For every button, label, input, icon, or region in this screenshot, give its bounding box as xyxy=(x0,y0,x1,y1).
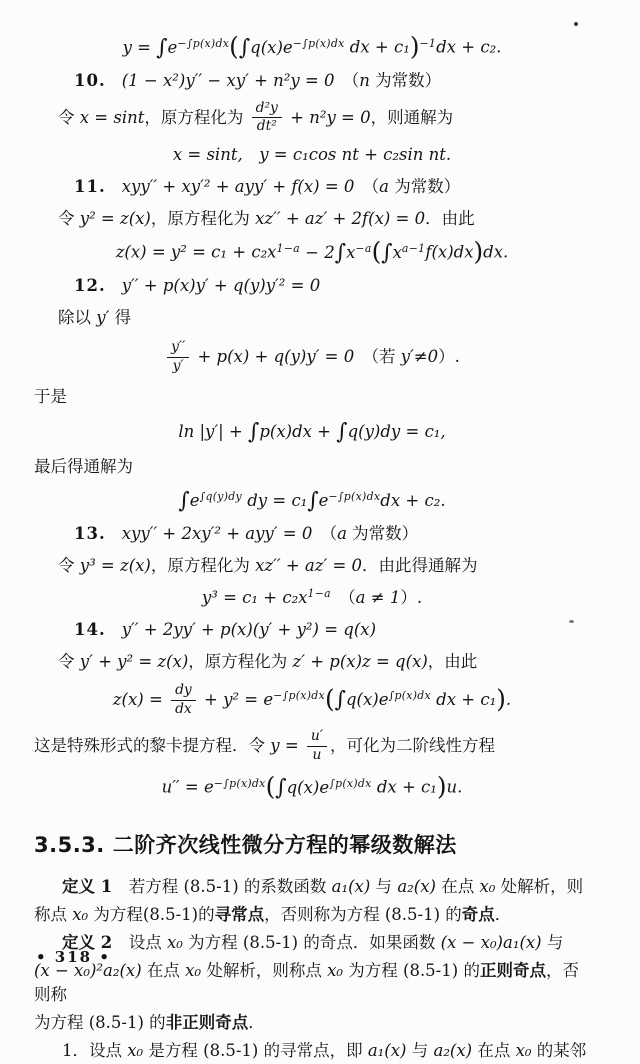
fraction xyxy=(167,340,189,375)
text-segment: 为方程 (8.5-1) 的 xyxy=(343,960,480,980)
text-segment: 二阶齐次线性微分方程的幂级数解法 xyxy=(112,832,457,857)
math-segment: dy = c₁∫e xyxy=(242,489,329,515)
text-segment: 在点 xyxy=(472,1040,516,1060)
bold-term: 定义 1 xyxy=(62,877,113,897)
math-segment: x₀ xyxy=(166,932,183,952)
text-segment: 这是特殊形式的黎卡提方程．令 xyxy=(34,736,271,756)
paragraph-line xyxy=(34,931,590,956)
text-segment: （ xyxy=(334,70,360,90)
fraction xyxy=(171,683,196,718)
superscript: 1−a xyxy=(307,587,331,601)
text-segment: ． xyxy=(248,1013,265,1033)
math-segment: f(x)dx xyxy=(425,242,474,262)
substitution-line xyxy=(34,650,590,675)
text-segment: ）. xyxy=(400,588,423,608)
text-segment: 为常数） xyxy=(389,176,461,196)
text-segment: 与 xyxy=(541,932,564,952)
fraction-numerator: y′′ xyxy=(167,340,189,358)
numbered-item-line xyxy=(34,274,590,299)
integral-sign: ∫ xyxy=(381,240,393,266)
text-segment: ，则通解为 xyxy=(370,107,454,127)
text-line xyxy=(34,729,590,764)
text-segment: ）. xyxy=(438,346,460,366)
item-number: 14. xyxy=(74,619,106,639)
math-segment: a₂(x) xyxy=(433,1040,473,1060)
math-segment: z(x) = y² = c₁ + c₂x xyxy=(115,242,277,262)
paragraph-line xyxy=(34,875,590,900)
formula-line xyxy=(34,32,590,61)
big-paren: ) xyxy=(436,772,447,802)
text-segment: 1．设点 xyxy=(62,1040,128,1060)
numbered-item-line xyxy=(34,69,590,94)
numbered-item-line xyxy=(34,618,590,643)
integral-sign: ∫ xyxy=(156,35,168,61)
text-segment: 在点 xyxy=(435,877,480,897)
math-segment: y′≠0 xyxy=(400,346,439,366)
item-number: 10. xyxy=(74,70,106,90)
math-segment: y′ xyxy=(96,307,110,327)
integral-sign: ∫ xyxy=(334,240,347,266)
math-segment: + n²y = 0 xyxy=(284,107,371,127)
heading-number: 3.5.3. xyxy=(34,832,105,857)
text-segment: 处解析，则称点 xyxy=(201,960,328,980)
text-segment: 为常数） xyxy=(346,523,419,543)
math-segment: ∫x xyxy=(381,240,402,266)
formula-line xyxy=(34,772,590,802)
math-segment: xz′′ + az′ + 2f(x) = 0 xyxy=(255,208,426,228)
math-segment: x = sint, y = c₁cos nt + c₂sin nt. xyxy=(172,145,452,165)
math-segment: x₀ xyxy=(127,1040,144,1060)
math-segment: dx + c₁ xyxy=(371,777,437,797)
text-segment: ．由此得通解为 xyxy=(362,555,478,575)
math-segment: x₀ xyxy=(479,877,496,897)
text-segment: ，否则称 xyxy=(34,960,579,1005)
math-segment: y′′ + p(x)y′ + q(y)y′² = 0 xyxy=(121,276,321,296)
math-segment: y = ∫e xyxy=(122,35,178,61)
formula-line xyxy=(34,490,590,513)
math-segment: y³ = c₁ + c₂x xyxy=(201,588,308,608)
text-segment: 与 xyxy=(406,1040,434,1060)
fraction-denominator: y′ xyxy=(172,357,184,374)
math-segment: + p(x) + q(y)y′ = 0 xyxy=(192,346,355,366)
math-segment: ∫q(x)e xyxy=(275,775,330,801)
fraction-numerator: dy xyxy=(171,683,196,701)
text-segment: ，否则称为方程 (8.5-1) 的 xyxy=(264,905,462,925)
superscript: −a xyxy=(355,241,372,255)
superscript: a−1 xyxy=(401,241,426,255)
formula-line xyxy=(34,421,590,444)
text-segment: 令 xyxy=(58,555,80,575)
math-segment: xyy′′ + 2xy′² + ayy′ = 0 xyxy=(121,523,313,543)
text-segment: 称点 xyxy=(34,905,73,925)
math-segment: x₀ xyxy=(327,960,344,980)
fraction xyxy=(252,101,282,136)
paragraph-line xyxy=(34,903,590,928)
formula-line xyxy=(34,683,590,718)
big-paren: ) xyxy=(473,237,484,267)
text-segment: （ xyxy=(354,176,380,196)
big-paren: ) xyxy=(496,684,506,714)
big-paren: ( xyxy=(371,237,382,267)
math-segment: a ≠ 1 xyxy=(355,588,401,608)
item-number: 12. xyxy=(74,276,106,296)
math-segment: dx + c₂. xyxy=(436,37,502,57)
text-segment: 设点 xyxy=(112,932,167,952)
math-segment: (1 − x²)y′′ − xy′ + n²y = 0 xyxy=(121,70,335,90)
text-segment: ． xyxy=(494,905,512,925)
math-segment: u. xyxy=(446,777,463,797)
superscript: −∫p(x)dx xyxy=(177,36,230,50)
math-segment: a₁(x) xyxy=(367,1040,407,1060)
item-number: 13. xyxy=(74,523,106,543)
math-segment: x₀ xyxy=(515,1040,532,1060)
math-segment: a₁(x) xyxy=(331,877,371,897)
superscript: −∫p(x)dx xyxy=(292,36,345,50)
text-segment: （若 xyxy=(354,346,401,366)
numbered-item-line xyxy=(34,522,590,547)
bold-term: 正则奇点 xyxy=(479,960,546,980)
math-segment: x₀ xyxy=(185,960,202,980)
text-segment: 处解析，则 xyxy=(495,877,584,897)
fraction-numerator: d²y xyxy=(252,101,282,119)
superscript: −∫p(x)dx xyxy=(213,776,266,790)
math-segment: (x − x₀)²a₂(x) xyxy=(34,960,142,980)
formula-line xyxy=(34,340,590,375)
math-segment: a xyxy=(379,176,390,196)
scan-speck xyxy=(569,620,574,623)
superscript: −∫p(x)dx xyxy=(273,689,325,703)
math-segment: (x − x₀)a₁(x) xyxy=(440,932,542,952)
math-segment: ∫e xyxy=(178,489,200,515)
fraction xyxy=(307,729,327,764)
text-segment: （ xyxy=(330,588,356,608)
superscript: ∫q(y)dy xyxy=(199,490,242,504)
text-segment: 的某邻 xyxy=(531,1040,587,1060)
integral-sign: ∫ xyxy=(334,688,346,714)
math-segment: xz′′ + az′ = 0 xyxy=(255,555,363,575)
paragraph-line xyxy=(34,1011,590,1036)
bold-term: 寻常点 xyxy=(214,905,265,925)
fraction-denominator: dt² xyxy=(256,118,277,135)
math-segment: dx + c₁ xyxy=(430,690,497,710)
formula-line xyxy=(34,144,590,165)
superscript: −1 xyxy=(419,36,437,50)
math-segment: x₀ xyxy=(72,905,89,925)
math-segment: dx. xyxy=(483,242,509,262)
superscript: 1−a xyxy=(276,241,300,255)
text-segment: 在点 xyxy=(141,960,186,980)
text-segment: ，原方程化为 xyxy=(144,107,249,127)
integral-sign: ∫ xyxy=(336,419,348,445)
scan-speck xyxy=(574,22,578,26)
text-segment: 为方程(8.5-1)的 xyxy=(88,905,215,925)
text-line xyxy=(34,455,590,480)
fraction-denominator: dx xyxy=(175,701,192,718)
math-segment: n xyxy=(359,70,370,90)
item-number: 11. xyxy=(74,176,106,196)
text-segment: 令 xyxy=(58,651,80,671)
big-paren: ( xyxy=(324,684,335,714)
integral-sign: ∫ xyxy=(178,489,190,515)
math-segment: z′ + p(x)z = q(x) xyxy=(292,651,428,671)
formula-line xyxy=(34,237,590,267)
text-segment: 令 xyxy=(58,208,80,228)
text-segment: 得 xyxy=(109,307,132,327)
bold-term: 定义 2 xyxy=(62,932,113,952)
paragraph-line xyxy=(34,959,590,1009)
section-heading xyxy=(34,830,590,862)
text-segment: 令 xyxy=(58,107,80,127)
formula-line xyxy=(34,587,590,608)
integral-sign: ∫ xyxy=(238,35,251,61)
math-segment: u′′ = e xyxy=(161,777,214,797)
text-segment: ，可化为二阶线性方程 xyxy=(329,736,495,756)
big-paren: ( xyxy=(265,772,276,802)
math-segment: − 2∫x xyxy=(299,240,356,266)
fraction-numerator: u′ xyxy=(307,729,327,747)
text-segment: 于是 xyxy=(34,387,67,407)
big-paren: ) xyxy=(409,32,420,61)
math-segment: dx + c₁ xyxy=(344,37,410,57)
text-segment: ，原方程化为 xyxy=(188,651,293,671)
text-segment: ，由此 xyxy=(427,651,478,671)
math-segment: xyy′′ + xy′² + ayy′ + f(x) = 0 xyxy=(121,176,355,196)
text-segment: 为方程 (8.5-1) 的奇点．如果函数 xyxy=(182,932,441,952)
math-segment: y³ = z(x) xyxy=(79,555,151,575)
text-segment: 为方程 (8.5-1) 的 xyxy=(34,1013,166,1033)
math-segment: z(x) = xyxy=(112,690,169,710)
text-segment: 是方程 (8.5-1) 的寻常点，即 xyxy=(143,1040,368,1060)
text-segment: 若方程 (8.5-1) 的系数函数 xyxy=(112,877,332,897)
substitution-line xyxy=(34,207,590,232)
superscript: ∫p(x)dx xyxy=(388,689,431,703)
math-segment: y′ + y² = z(x) xyxy=(79,651,189,671)
superscript: −∫p(x)dx xyxy=(328,490,381,504)
text-segment: ，原方程化为 xyxy=(150,208,256,228)
text-segment: 除以 xyxy=(58,307,97,327)
math-segment: dx + c₂. xyxy=(380,491,446,511)
math-segment: a xyxy=(337,523,347,543)
math-segment: . xyxy=(505,690,512,710)
numbered-item-line xyxy=(34,175,590,200)
integral-sign: ∫ xyxy=(307,489,319,515)
math-segment: ∫q(x)e xyxy=(334,688,389,714)
text-segment: （ xyxy=(312,523,338,543)
integral-sign: ∫ xyxy=(247,419,260,445)
superscript: ∫p(x)dx xyxy=(329,776,372,790)
math-segment: y′′ + 2yy′ + p(x)(y′ + y²) = q(x) xyxy=(121,619,377,639)
substitution-line xyxy=(34,306,590,331)
math-segment: ∫q(x)e xyxy=(238,35,293,61)
text-segment: ．由此 xyxy=(425,208,475,228)
math-segment: x = sint xyxy=(79,107,145,127)
math-segment: a₂(x) xyxy=(397,877,436,897)
fraction-denominator: u xyxy=(312,747,322,764)
substitution-line xyxy=(34,554,590,579)
bold-term: 奇点 xyxy=(461,905,495,925)
text-segment: 与 xyxy=(370,877,398,897)
math-segment: y = xyxy=(270,736,304,756)
integral-sign: ∫ xyxy=(275,775,287,801)
big-paren: ( xyxy=(229,32,239,61)
text-segment: ，原方程化为 xyxy=(150,555,256,575)
math-segment: ln |y′| + ∫p(x)dx + ∫q(y)dy = c₁, xyxy=(178,419,446,445)
text-segment: 最后得通解为 xyxy=(34,456,133,476)
page-number: • 318 • xyxy=(36,948,111,966)
bold-term: 非正则奇点 xyxy=(165,1013,249,1033)
paragraph-line xyxy=(34,1039,590,1064)
substitution-line xyxy=(34,101,590,136)
math-segment: + y² = e xyxy=(198,690,274,710)
text-segment: 为常数） xyxy=(369,70,442,90)
math-segment: y² = z(x) xyxy=(79,208,151,228)
text-line xyxy=(34,385,590,410)
